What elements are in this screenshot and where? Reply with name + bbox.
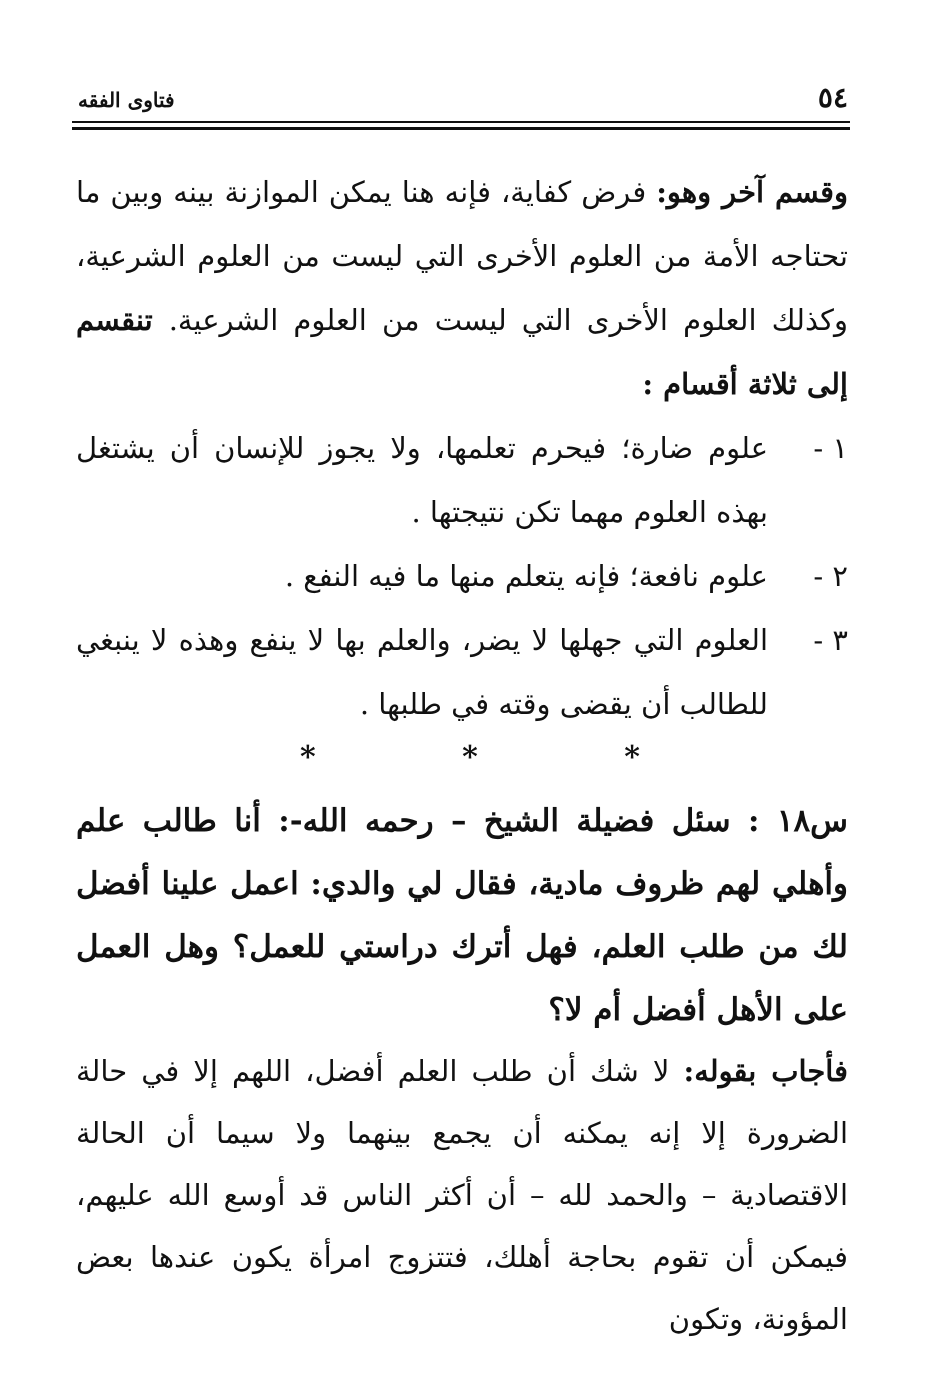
- question-block: [76, 790, 848, 1042]
- separator-star: *: [624, 740, 640, 775]
- list-text: العلوم التي جهلها لا يضر، والعلم بها لا ينفع وهذه لا ينبغي للطالب أن يقضى وقته في طلبها .: [76, 623, 768, 721]
- page-header: [78, 78, 848, 118]
- list-number: ٣ -: [813, 623, 848, 657]
- list-text: علوم نافعة؛ فإنه يتعلم منها ما فيه النفع .: [284, 559, 768, 593]
- list-item: [76, 544, 848, 608]
- list-number: ٢ -: [813, 559, 848, 593]
- paragraph-lead: وقسم آخر وهو:: [656, 175, 848, 209]
- separator-star: *: [462, 740, 478, 775]
- book-title: فتاوى الفقه: [78, 88, 175, 112]
- question-label: س١٨ :: [747, 803, 848, 839]
- paragraph-bold-tail: تنقسم إلى ثلاثة أقسام :: [76, 303, 848, 401]
- list-item: [76, 608, 848, 736]
- paragraph-intro: [76, 160, 848, 416]
- list-text: علوم ضارة؛ فيحرم تعلمها، ولا يجوز للإنسان أن يشتغل بهذه العلوم مهما تكن نتيجتها .: [76, 431, 768, 529]
- question-text: أنا طالب علم وأهلي لهم ظروف مادية، فقال لي والدي: اعمل علينا أفضل لك من طلب العلم، فهل أترك دراستي للعمل؟ وهل العمل على الأهل أفضل أم لا؟: [76, 803, 848, 1028]
- answer-lead: فأجاب بقوله:: [683, 1054, 848, 1088]
- answer-text: لا شك أن طلب العلم أفضل، اللهم إلا في حالة الضرورة إلا إنه يمكنه أن يجمع بينهما ولا سيما أن الحالة الاقتصادية – والحمد لله – أن أكثر الناس قد أوسع الله عليهم، فيمكن أن تقوم بحاجة أهلك، فتتزوج امرأة يكون عندها بعض المؤونة، وتكون: [76, 1054, 848, 1336]
- page-number: ٥٤: [817, 81, 848, 114]
- header-rule-thin: [72, 121, 850, 123]
- list-number: ١ -: [813, 431, 848, 465]
- header-rule-thick: [72, 127, 850, 130]
- answer-block: [76, 1040, 848, 1350]
- list-item: [76, 416, 848, 544]
- body-text: [76, 160, 848, 736]
- paragraph-text: فرض كفاية، فإنه هنا يمكن الموازنة بينه وبين ما تحتاجه الأمة من العلوم الأخرى التي ليست من العلوم الشرعية، وكذلك العلوم الأخرى التي ليست من العلوم الشرعية.: [76, 175, 848, 337]
- separator-star: *: [300, 740, 316, 775]
- section-separator: [300, 740, 640, 775]
- question-intro: سئل فضيلة الشيخ – رحمه الله-:: [260, 803, 748, 839]
